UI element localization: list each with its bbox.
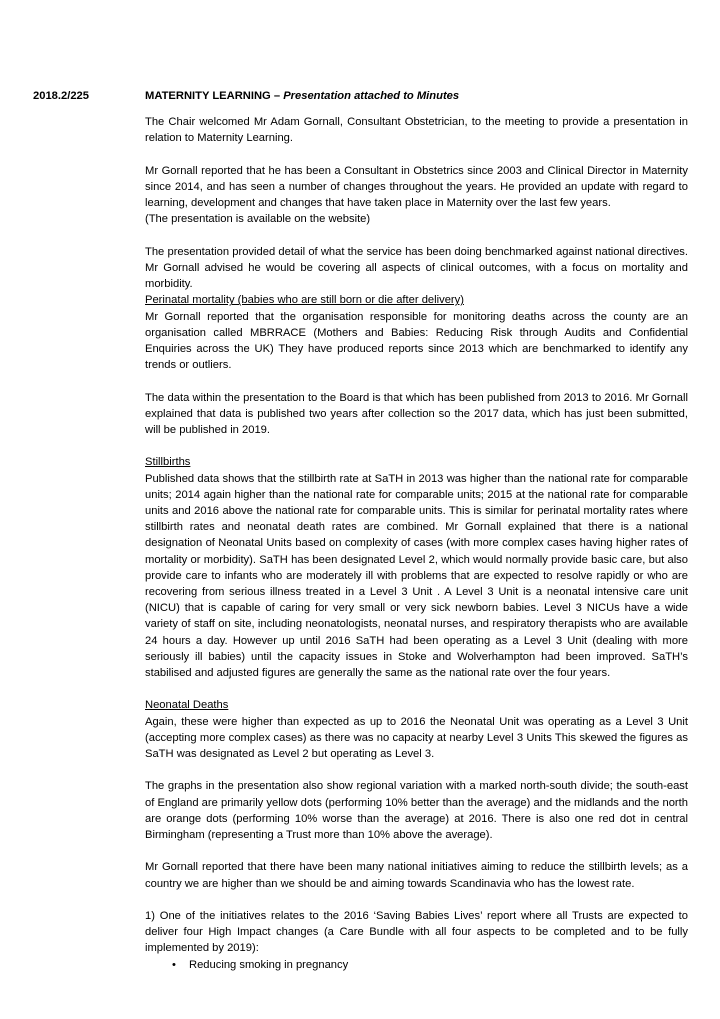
subheading-neonatal-deaths: Neonatal Deaths (145, 699, 229, 712)
paragraph-background: Mr Gornall reported that he has been a Consultant in Obstetrics since 2003 and Clinical Director in Maternity since 2014, and has seen a number of changes throughout the years. He provided an update with regard to learning, development and changes that have taken place in Maternity over the last few years. (145, 164, 688, 210)
paragraph-regional-variation: The graphs in the presentation also show regional variation with a marked north-south divide; the south-east of England are primarily yellow dots (performing 10% better than the average) and the midlands and the north are orange dots (performing 10% worse than the average) at 2016. There is also one red dot in central Birmingham (representing a Trust more than 10% above the average). (145, 780, 688, 842)
bullet-icon: • (172, 958, 176, 971)
subheading-perinatal-mortality: Perinatal mortality (babies who are still born or die after delivery) (145, 294, 464, 307)
high-impact-changes-list (145, 957, 688, 973)
paragraph-neonatal-deaths: Again, these were higher than expected as up to 2016 the Neonatal Unit was operating as a Level 3 Unit (accepting more complex cases) as there was no capacity at nearby Level 3 Units This skewed the figures as SaTH was designated as Level 2 but operating as Level 3. (145, 715, 688, 761)
paragraph-national-initiatives: Mr Gornall reported that there have been many national initiatives aiming to reduce the stillbirth levels; as a country we are higher than we should be and aiming towards Scandinavia who has the lowest rate. (145, 861, 688, 890)
paragraph-stillbirths: Published data shows that the stillbirth rate at SaTH in 2013 was higher than the national rate for comparable units; 2014 again higher than the national rate for comparable units; 2015 at the national rate for comparable units and 2016 above the national rate for comparable units. This is similar for perinatal mortality rates where stillbirth rates and neonatal death rates are combined. Mr Gornall explained that there is a national designation of Neonatal Units based on complexity of cases (with more complex cases having higher rates of mortality or morbidity). SaTH has been designated Level 2, which would normally provide basic care, but also provide care to infants who are moderately ill with problems that are expected to resolve rapidly or who are recovering from serious illness treated in a Level 3 Unit . A Level 3 Unit is a neonatal intensive care unit (NICU) that is capable of caring for very small or very sick newborn babies. Level 3 NICUs have a wide variety of staff on site, including neonatologists, neonatal nurses, and respiratory therapists who are available 24 hours a day. However up until 2016 SaTH had been operating as a Level 3 Unit (dealing with more seriously ill babies) until the capacity issues in Stoke and Wolverhampton had been improved. SaTH’s stabilised and adjusted figures are generally the same as the national rate over the four years. (145, 472, 688, 680)
section-heading (145, 88, 688, 104)
paragraph-presentation-detail: The presentation provided detail of what the service has been doing benchmarked against national directives. Mr Gornall advised he would be covering all aspects of clinical outcomes, with a focus on mortality and morbidity. (145, 245, 688, 291)
minute-body (145, 88, 688, 973)
heading-subtitle: Presentation attached to Minutes (283, 90, 460, 102)
paragraph-saving-babies-lives: 1) One of the initiatives relates to the 2016 ‘Saving Babies Lives’ report where all Trusts are expected to deliver four High Impact changes (a Care Bundle with all four aspects to be completed and to be fully implemented by 2019): (145, 910, 688, 955)
list-item (145, 957, 688, 973)
paragraph-presentation-note: (The presentation is available on the website) (145, 213, 371, 226)
paragraph-data-published: The data within the presentation to the Board is that which has been published from 2013 to 2016. Mr Gornall explained that data is published two years after collection so the 2017 data, which has just been submitted, will be published in 2019. (145, 391, 688, 437)
paragraph-mbrrace: Mr Gornall reported that the organisation responsible for monitoring deaths across the county are an organisation called MBRRACE (Mothers and Babies: Reducing Risk through Audits and Confidential Enquiries across the UK) They have produced reports since 2013 which are benchmarked to identify any trends or outliers. (145, 310, 688, 372)
heading-title: MATERNITY LEARNING – (145, 90, 284, 102)
minute-reference: 2018.2/225 (33, 90, 89, 102)
list-item-text: Reducing smoking in pregnancy (189, 958, 349, 971)
paragraph-welcome: The Chair welcomed Mr Adam Gornall, Consultant Obstetrician, to the meeting to provide a presentation in relation to Maternity Learning. (145, 116, 688, 145)
subheading-stillbirths: Stillbirths (145, 456, 191, 469)
